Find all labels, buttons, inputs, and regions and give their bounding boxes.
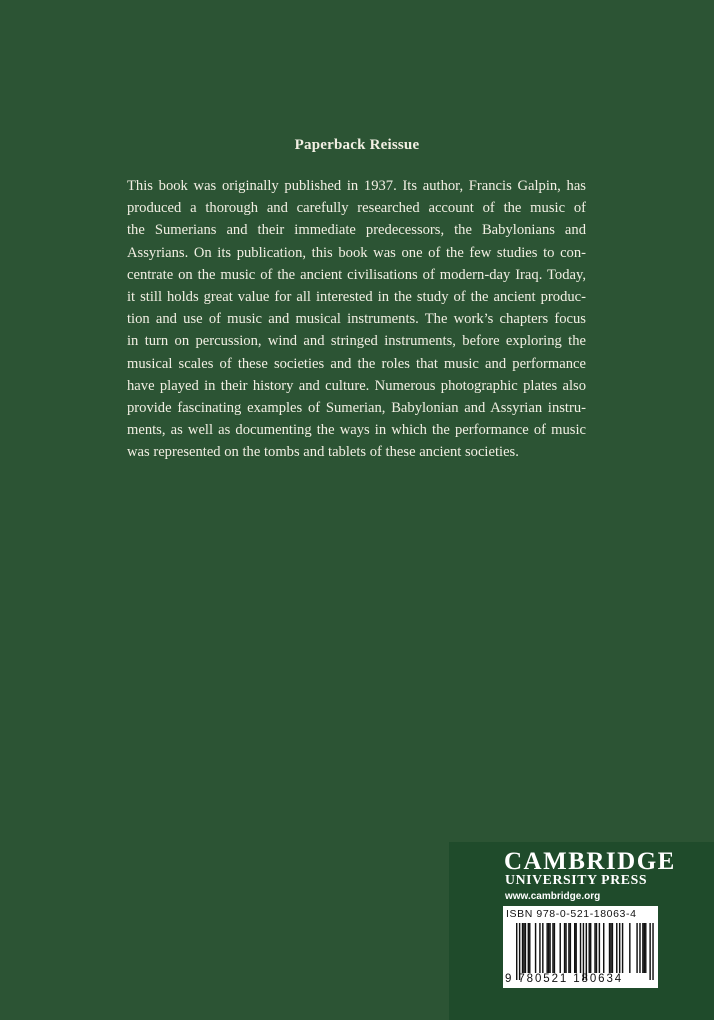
barcode-bar	[570, 923, 571, 973]
barcode-bar	[599, 923, 600, 973]
barcode-bar	[535, 923, 536, 973]
barcode-bar	[603, 923, 604, 973]
barcode-bar	[523, 923, 524, 973]
barcode-bar	[645, 923, 646, 973]
description-line: Assyrians. On its publication, this book was one of the few studies to con-	[127, 244, 586, 261]
reissue-heading: Paperback Reissue	[294, 137, 420, 153]
barcode-bar	[554, 923, 555, 973]
barcode-bar	[580, 923, 581, 973]
publisher-logo-subtitle: UNIVERSITY PRESS	[505, 872, 648, 887]
barcode-bar	[642, 923, 643, 973]
barcode-bar	[542, 923, 543, 973]
barcode-bar	[616, 923, 617, 973]
barcode-bar	[522, 923, 523, 973]
description-line: the Sumerians and their immediate predecessors, the Babylonians and	[127, 222, 586, 239]
barcode-bar	[575, 923, 576, 973]
barcode-bar	[594, 923, 595, 973]
barcode-bar	[609, 923, 610, 973]
barcode-bar	[565, 923, 566, 973]
barcode-bar	[539, 923, 540, 973]
barcode-bar	[548, 923, 549, 973]
publisher-logo-name: CAMBRIDGE	[504, 848, 676, 875]
barcode-bar	[629, 923, 630, 973]
barcode-bar	[639, 923, 640, 973]
description-line: was represented on the tombs and tablets of these ancient societies.	[127, 444, 519, 461]
barcode-bar	[564, 923, 565, 973]
description-line: have played in their history and culture. Numerous photographic plates also	[127, 377, 586, 394]
description-line: ments, as well as documenting the ways in which the performance of music	[127, 422, 586, 439]
isbn-text: ISBN 978-0-521-18063-4	[506, 908, 637, 920]
barcode-bar	[568, 923, 569, 973]
description-line: produced a thorough and carefully researched account of the music of	[127, 200, 586, 217]
barcode-bar	[622, 923, 623, 973]
barcode-bar	[529, 923, 530, 973]
barcode-bar	[574, 923, 575, 973]
barcode-bar	[596, 923, 597, 973]
barcode-bar	[525, 923, 526, 973]
barcode-bar	[619, 923, 620, 973]
description-line: it still holds great value for all interested in the study of the ancient produc-	[127, 289, 586, 306]
barcode-bar	[552, 923, 553, 973]
barcode-bar	[560, 923, 561, 973]
barcode-bar	[590, 923, 591, 973]
description-line: musical scales of these societies and the roles that music and performance	[127, 355, 586, 372]
barcode-bar	[546, 923, 547, 973]
barcode-bar	[528, 923, 529, 973]
description-line: in turn on percussion, wind and stringed instruments, before exploring the	[127, 333, 586, 350]
barcode-bar	[636, 923, 637, 973]
barcode-bar	[644, 923, 645, 973]
book-description	[127, 175, 586, 464]
barcode-bar	[549, 923, 550, 973]
barcode-bar	[612, 923, 613, 973]
description-line: centrate on the music of the ancient civilisations of modern-day Iraq. Today,	[127, 266, 586, 283]
barcode-bar	[610, 923, 611, 973]
ean-digits: 9 780521 180634	[505, 973, 624, 985]
barcode-bar	[589, 923, 590, 973]
publisher-url: www.cambridge.org	[505, 891, 601, 902]
description-line: This book was originally published in 1937. Its author, Francis Galpin, has	[127, 178, 586, 194]
description-line: tion and use of music and musical instruments. The work’s chapters focus	[127, 311, 586, 328]
description-line: provide fascinating examples of Sumerian, Babylonian and Assyrian instru-	[127, 400, 586, 417]
